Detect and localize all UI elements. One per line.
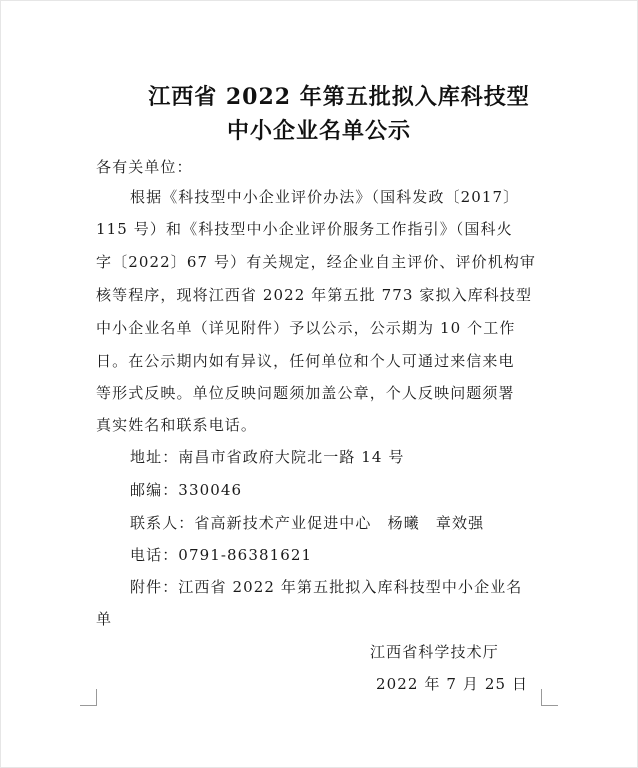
crop-mark-right [541,689,558,706]
body-line-3: 字〔2022〕67 号）有关规定，经企业自主评价、评价机构审 [96,253,537,271]
body-line-4: 核等程序，现将江西省 2022 年第五批 773 家拟入库科技型 [96,286,533,304]
contact-line: 联系人：省高新技术产业促进中心 杨曦 章效强 [130,514,485,532]
document-title-line-1: 江西省 2022 年第五批拟入库科技型 [148,84,530,110]
body-line-7: 等形式反映。单位反映问题须加盖公章，个人反映问题须署 [96,384,515,402]
attachment-line-2: 单 [96,610,113,628]
body-line-5: 中小企业名单（详见附件）予以公示，公示期为 10 个工作 [96,319,516,337]
salutation: 各有关单位： [96,158,193,176]
postcode-line: 邮编：330046 [130,481,243,499]
document-title-line-2: 中小企业名单公示 [226,118,411,144]
address-line: 地址：南昌市省政府大院北一路 14 号 [130,448,405,466]
phone-line: 电话：0791-86381621 [130,546,313,564]
issuer-name: 江西省科学技术厅 [370,643,499,661]
body-line-6: 日。在公示期内如有异议，任何单位和个人可通过来信来电 [96,352,515,370]
body-line-8: 真实姓名和联系电话。 [96,416,258,434]
body-line-1: 根据《科技型中小企业评价办法》（国科发政〔2017〕 [130,188,520,206]
crop-mark-left [80,689,97,706]
body-line-2: 115 号）和《科技型中小企业评价服务工作指引》（国科火 [96,220,513,238]
attachment-line-1: 附件：江西省 2022 年第五批拟入库科技型中小企业名 [130,578,523,596]
issue-date: 2022 年 7 月 25 日 [376,675,529,693]
